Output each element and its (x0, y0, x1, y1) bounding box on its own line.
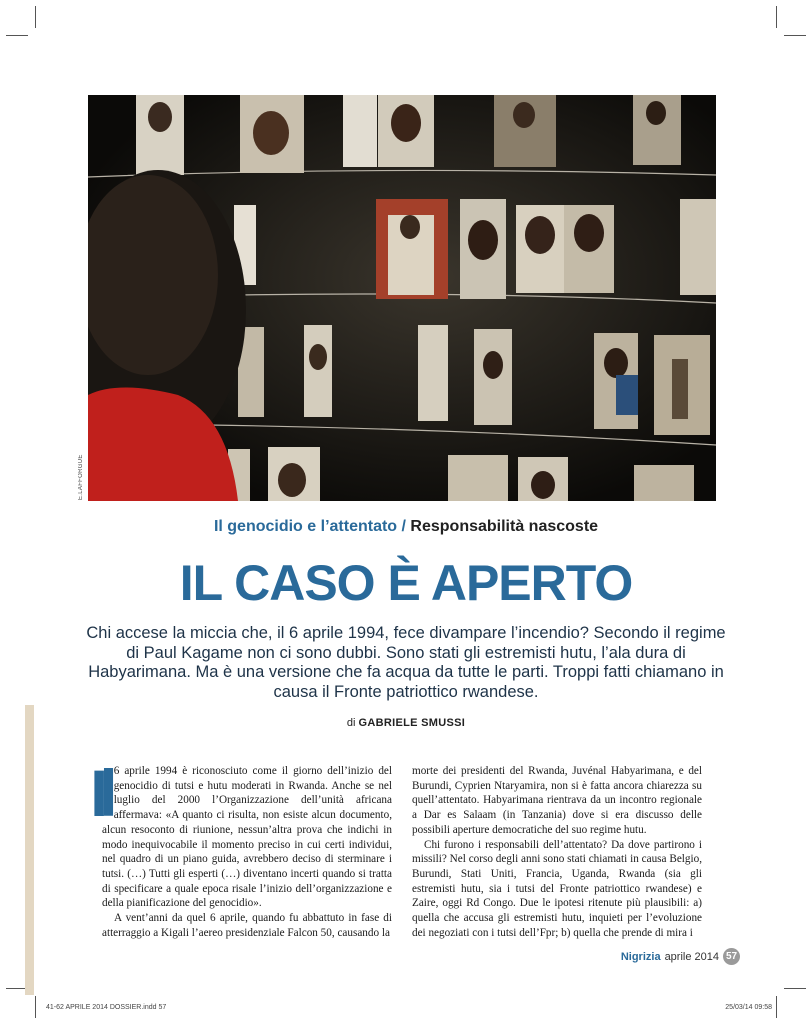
hero-photo (88, 95, 716, 501)
photo-credit: E.LAFFORGUE (78, 454, 84, 500)
byline-prefix: di (346, 717, 356, 729)
byline (0, 717, 812, 729)
magazine-name: Nigrizia (620, 950, 661, 963)
crop-mark (6, 35, 28, 36)
crop-mark (776, 996, 777, 1018)
issue-date: aprile 2014 (664, 950, 719, 963)
article-column-left (90, 756, 392, 940)
kicker-part1: Il genocidio e l’attentato (213, 518, 398, 535)
article-column-right (412, 764, 702, 940)
memorial-photos-illustration (88, 95, 716, 501)
drop-cap: Il (90, 756, 109, 830)
crop-mark (776, 6, 777, 28)
paragraph-text: 6 aprile 1994 è riconosciuto come il giorno dell’inizio del genocidio di tutsi e hutu moderati in Rwanda. Anche se nel luglio del 2000 l’Organizzazione dell’unità africana affermava: «A quanto ci risulta, non esiste alcun documento, alcun resoconto di riunione, nessun’altra prova che indichi in modo inequivocabile il momento preciso in cui certi individui, nel quadro di un piano guida, avrebbero deciso di sterminare i tutsi. (…) Tutti gli esperti (…) diventano incerti quando si tratta di specificare a quale epoca risale l’inizio dell’organizzazione e della pianificazione del genocidio». (102, 765, 392, 910)
page-number-badge: 57 (723, 948, 740, 965)
section-kicker (0, 518, 812, 536)
page-folio (621, 948, 740, 965)
crop-mark (35, 6, 36, 28)
kicker-part2: Responsabilità nascoste (410, 518, 599, 535)
crop-mark (784, 988, 806, 989)
standfirst: Chi accese la miccia che, il 6 aprile 1994, fece divampare l’incendio? Secondo il regime di Paul Kagame non ci sono dubbi. Sono stati gli estremisti hutu, l’ala dura di Habyarimana. Ma è una versione che fa acqua da tutte le parti. Troppi fatti chiamano in causa il Fronte patriottico rwandese. (86, 624, 726, 701)
paragraph: morte dei presidenti del Rwanda, Juvénal Habyarimana, e del Burundi, Cyprien Ntaryamira, non si è fatta ancora chiarezza su quell’attentato. Habyarimana rientrava da un incontro regionale a Dar es Salaam (in Tanzania) dove si era discusso delle possibili aperture democratiche del suo regime hutu. (412, 765, 702, 836)
paragraph (90, 756, 392, 911)
print-timestamp: 25/03/14 09:58 (725, 1004, 772, 1011)
file-slug: 41-62 APRILE 2014 DOSSIER.indd 57 (46, 1004, 167, 1011)
kicker-separator: / (401, 518, 406, 535)
crop-mark (784, 35, 806, 36)
paragraph: A vent’anni da quel 6 aprile, quando fu abbattuto in fase di atterraggio a Kigali l’aereo presidenziale Falcon 50, causando la (102, 912, 392, 939)
paragraph: Chi furono i responsabili dell’attentato? Da dove partirono i missili? Nel corso degli anni sono stati chiamati in causa Belgio, Burundi, Stati Uniti, Francia, Uganda, Rwanda (sia gli estremisti hutu, sia i tutsi del Fronte patriottico rwandese) e Zaire, oggi Rd Congo. Due le ipotesi ritenute più plausibili: a) quella che accusa gli estremisti hutu, inquieti per l’evoluzione dei negoziati con i tutsi dell’Fpr; b) quella che prende di mira i (412, 838, 702, 939)
article-title: IL CASO È APERTO (179, 555, 633, 611)
crop-mark (35, 996, 36, 1018)
decorative-sidebar (25, 705, 34, 995)
author-name: GABRIELE SMUSSI (358, 717, 466, 729)
